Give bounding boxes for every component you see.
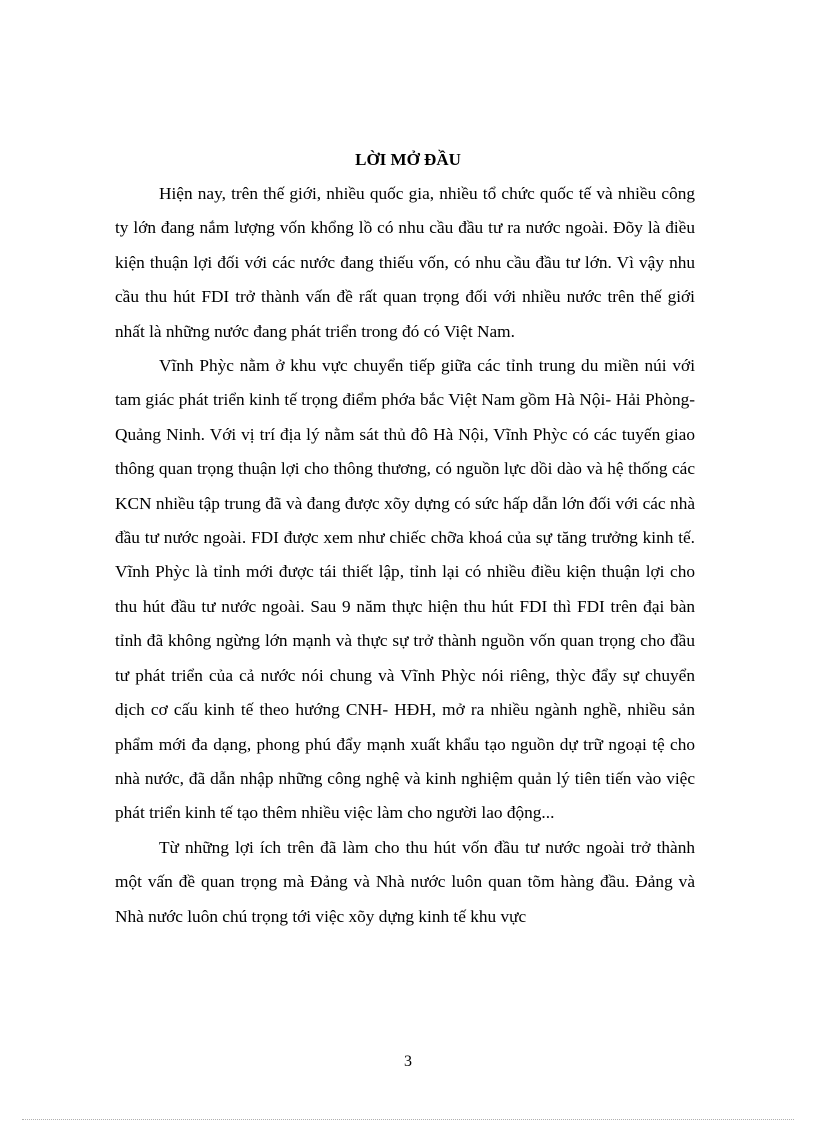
paragraph-1: Hiện nay, trên thế giới, nhiều quốc gia, nhiều tổ chức quốc tế và nhiều công ty lớn đang nắm lượng vốn khổng lồ có nhu cầu đầu tư ra nước ngoài. Đõy là điều kiện thuận lợi đối với các nước đang thiếu vốn, có nhu cầu đầu tư lớn. Vì vậy nhu cầu thu hút FDI trở thành vấn đề rất quan trọng đối với nhiều nước trên thế giới nhất là những nước đang phát triển trong đó có Việt Nam. xyxy=(115,184,695,341)
page-bottom-divider xyxy=(22,1119,794,1120)
paragraph-3: Từ những lợi ích trên đã làm cho thu hút vốn đầu tư nước ngoài trở thành một vấn đề quan trọng mà Đảng và Nhà nước luôn quan tõm hàng đầu. Đảng và Nhà nước luôn chú trọng tới việc xõy dựng kinh tế khu vực xyxy=(115,837,695,926)
body-text xyxy=(115,177,695,934)
page-number: 3 xyxy=(404,1053,412,1070)
page-title: LỜI MỞ ĐẦU xyxy=(355,150,461,169)
paragraph-2: Vĩnh Phỳc nằm ở khu vực chuyển tiếp giữa các tỉnh trung du miền núi với tam giác phát triển kinh tế trọng điểm phớa bắc Việt Nam gồm Hà Nội- Hải Phòng- Quảng Ninh. Với vị trí địa lý nằm sát thủ đô Hà Nội, Vĩnh Phỳc có các tuyến giao thông quan trọng thuận lợi cho thông thương, có nguồn lực dồi dào và hệ thống các KCN nhiều tập trung đã và đang được xõy dựng có sức hấp dẫn lớn đối với các nhà đầu tư nước ngoài. FDI được xem như chiếc chỡa khoá của sự tăng trưởng kinh tế. Vĩnh Phỳc là tỉnh mới được tái thiết lập, tỉnh lại có nhiều điều kiện thuận lợi cho thu hút đầu tư nước ngoài. Sau 9 năm thực hiện thu hút FDI thì FDI trên đại bàn tỉnh đã không ngừng lớn mạnh và thực sự trở thành nguồn vốn quan trọng cho đầu tư phát triển của cả nước nói chung và Vĩnh Phỳc nói riêng, thỳc đẩy sự chuyển dịch cơ cấu kinh tế theo hướng CNH- HĐH, mở ra nhiều ngành nghề, nhiều sản phẩm mới đa dạng, phong phú đẩy mạnh xuất khẩu tạo nguồn dự trữ ngoại tệ cho nhà nước, đã dẫn nhập những công nghệ và kinh nghiệm quản lý tiên tiến vào việc phát triển kinh tế tạo thêm nhiều việc làm cho người lao động... xyxy=(115,356,695,823)
